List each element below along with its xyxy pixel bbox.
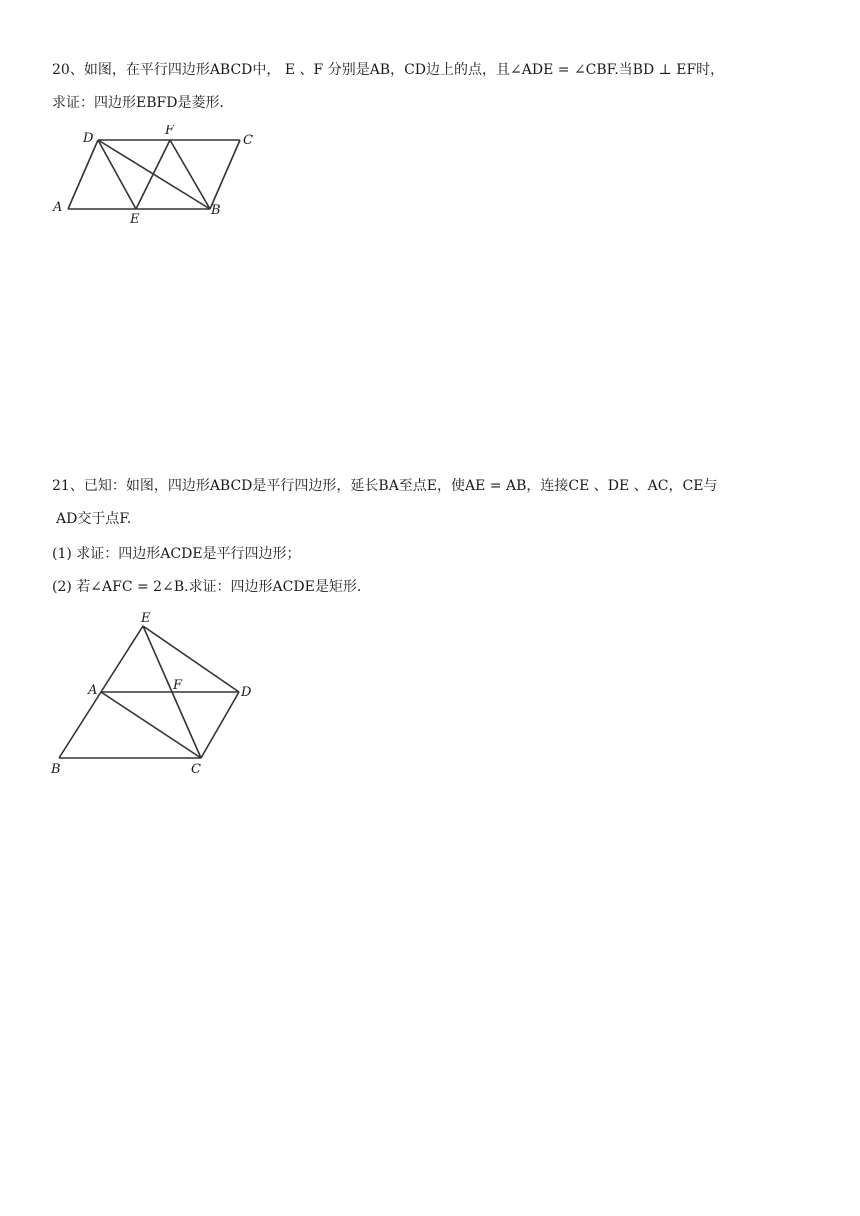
q20-line2: 求证：四边形EBFD是菱形. (52, 95, 224, 111)
q21-line1: 21、已知：如图，四边形ABCD是平行四边形，延长BA至点E，使AE = AB，连接CE 、DE 、AC，CE与 (52, 478, 718, 494)
edge-de (98, 140, 136, 209)
q20-figure (48, 125, 268, 225)
q21-line4: (2) 若∠AFC = 2∠B.求证：四边形ACDE是矩形. (52, 579, 362, 595)
q21-figure-edges (59, 626, 239, 758)
edge-ef (136, 140, 170, 209)
q21-line3: (1) 求证：四边形ACDE是平行四边形； (52, 546, 301, 562)
label-e: E (130, 212, 140, 225)
label-c: C (191, 762, 201, 777)
edge-bc (210, 140, 240, 209)
label-f: F (173, 678, 183, 693)
label-f: F (165, 125, 175, 138)
label-b: B (211, 203, 221, 218)
q20-line1: 20、如图，在平行四边形ABCD中， E 、F 分别是AB，CD边上的点，且∠ADE = ∠CBF.当BD ⊥ EF时， (52, 62, 725, 78)
label-c: C (243, 133, 253, 148)
edge-ad (68, 140, 98, 209)
label-d: D (83, 131, 94, 146)
label-a: A (88, 683, 98, 698)
label-d: D (241, 685, 252, 700)
label-e: E (141, 611, 151, 626)
q21-line2: AD交于点F. (56, 511, 132, 527)
edge-fb (170, 140, 210, 209)
label-a: A (53, 200, 63, 215)
q20-figure-edges (68, 140, 240, 209)
edge-cd (201, 692, 239, 758)
edge-db (98, 140, 210, 209)
q21-figure (45, 608, 265, 778)
label-b: B (51, 762, 61, 777)
